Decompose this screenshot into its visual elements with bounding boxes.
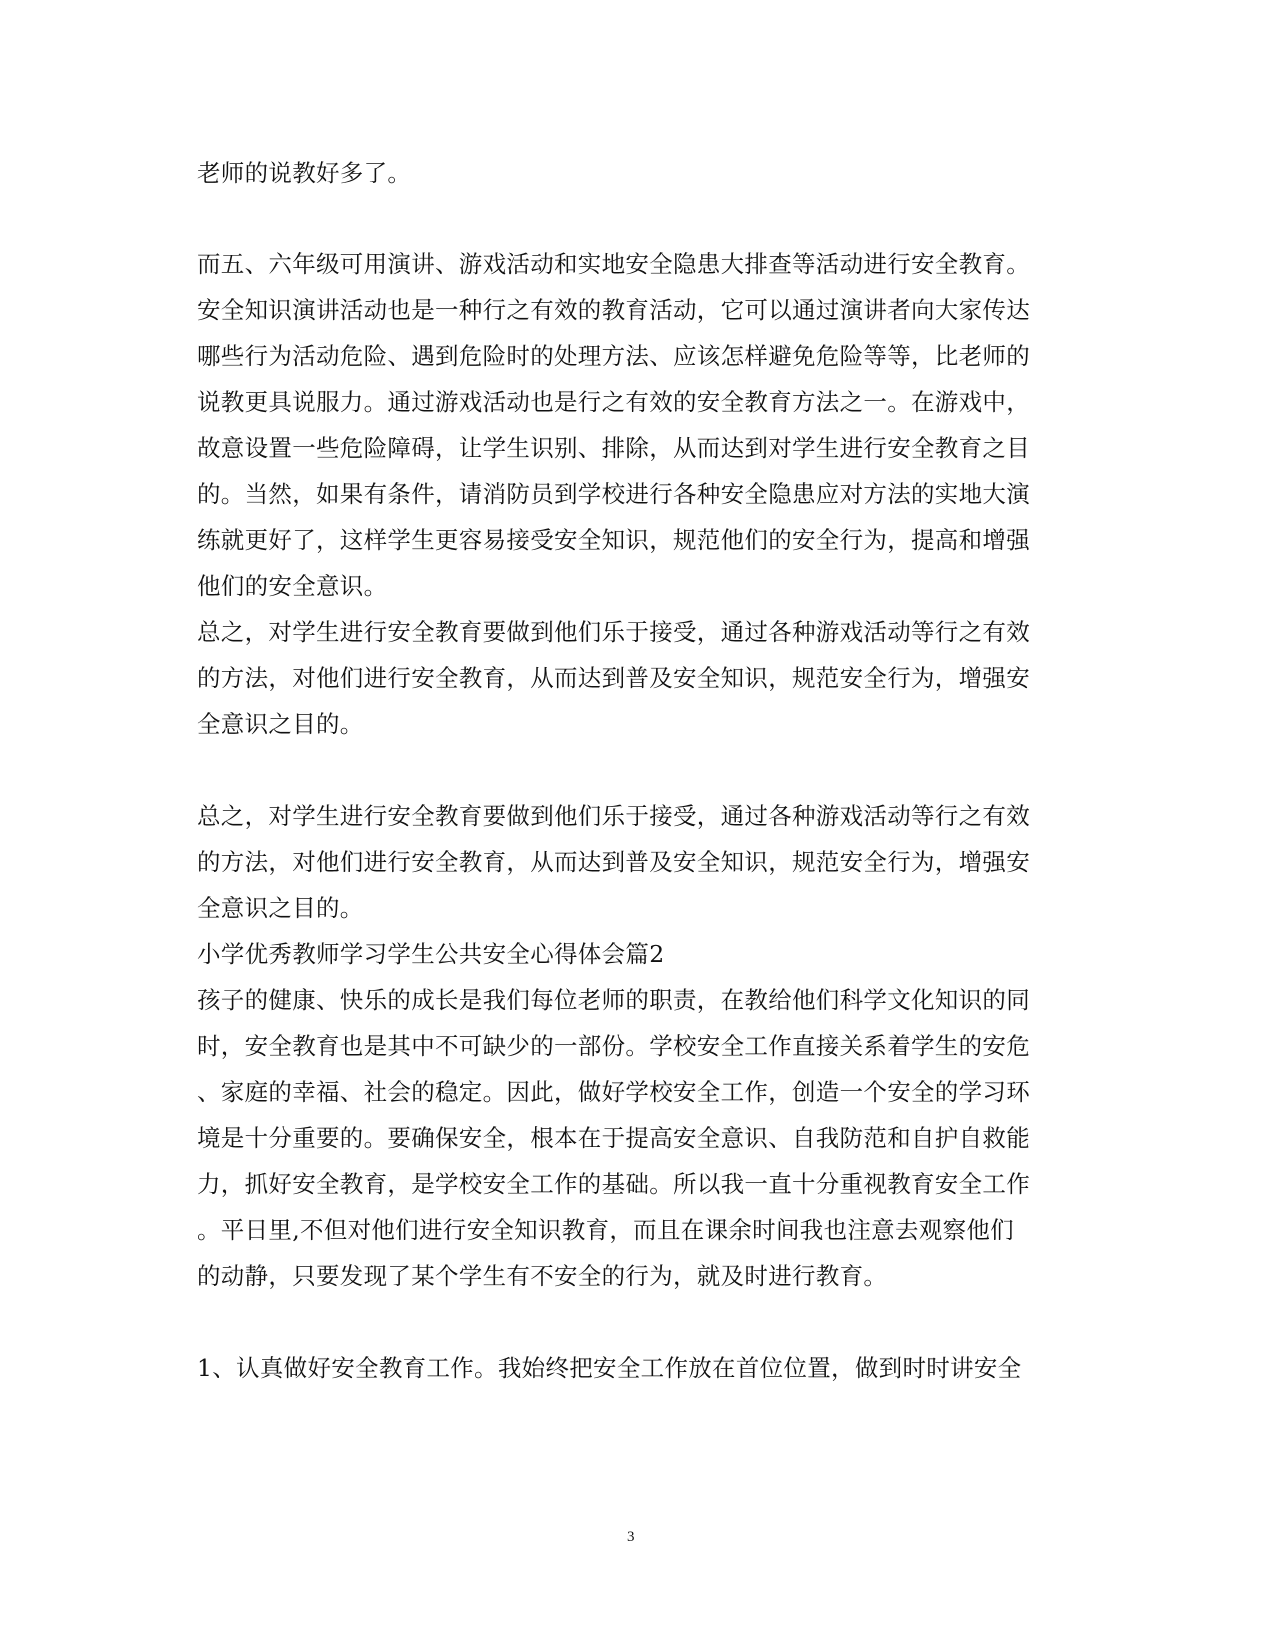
text-line: 的方法，对他们进行安全教育，从而达到普及安全知识，规范安全行为，增强安 xyxy=(197,664,1030,692)
section-heading: 小学优秀教师学习学生公共安全心得体会篇2 xyxy=(197,940,665,968)
text-line: 全意识之目的。 xyxy=(197,894,364,922)
text-line: 练就更好了，这样学生更容易接受安全知识，规范他们的安全行为，提高和增强 xyxy=(197,526,1030,554)
text-line: 老师的说教好多了。 xyxy=(197,159,412,187)
text-line: 说教更具说服力。通过游戏活动也是行之有效的安全教育方法之一。在游戏中， xyxy=(197,388,1030,416)
text-line: 总之，对学生进行安全教育要做到他们乐于接受，通过各种游戏活动等行之有效 xyxy=(197,802,1030,830)
text-line: 时，安全教育也是其中不可缺少的一部份。学校安全工作直接关系着学生的安危 xyxy=(197,1032,1030,1060)
text-line: 。平日里,不但对他们进行安全知识教育，而且在课余时间我也注意去观察他们 xyxy=(197,1216,1014,1244)
text-line: 的。当然，如果有条件，请消防员到学校进行各种安全隐患应对方法的实地大演 xyxy=(197,480,1030,508)
text-line: 的方法，对他们进行安全教育，从而达到普及安全知识，规范安全行为，增强安 xyxy=(197,848,1030,876)
text-line: 全意识之目的。 xyxy=(197,710,364,738)
text-line: 、家庭的幸福、社会的稳定。因此，做好学校安全工作，创造一个安全的学习环 xyxy=(197,1078,1030,1106)
text-line: 他们的安全意识。 xyxy=(197,572,388,600)
text-line: 境是十分重要的。要确保安全，根本在于提高安全意识、自我防范和自护自救能 xyxy=(197,1124,1030,1152)
page-number: 3 xyxy=(627,1529,635,1545)
text-line: 安全知识演讲活动也是一种行之有效的教育活动，它可以通过演讲者向大家传达 xyxy=(197,296,1030,324)
text-line: 力，抓好安全教育，是学校安全工作的基础。所以我一直十分重视教育安全工作 xyxy=(197,1170,1030,1198)
text-line: 而五、六年级可用演讲、游戏活动和实地安全隐患大排查等活动进行安全教育。 xyxy=(197,250,1030,278)
text-line: 孩子的健康、快乐的成长是我们每位老师的职责，在教给他们科学文化知识的同 xyxy=(197,986,1030,1014)
text-line: 的动静，只要发现了某个学生有不安全的行为，就及时进行教育。 xyxy=(197,1262,888,1290)
text-line: 1、认真做好安全教育工作。我始终把安全工作放在首位位置，做到时时讲安全 xyxy=(197,1354,1022,1382)
text-line: 哪些行为活动危险、遇到危险时的处理方法、应该怎样避免危险等等，比老师的 xyxy=(197,342,1030,370)
text-line: 总之，对学生进行安全教育要做到他们乐于接受，通过各种游戏活动等行之有效 xyxy=(197,618,1030,646)
text-line: 故意设置一些危险障碍，让学生识别、排除，从而达到对学生进行安全教育之目 xyxy=(197,434,1030,462)
